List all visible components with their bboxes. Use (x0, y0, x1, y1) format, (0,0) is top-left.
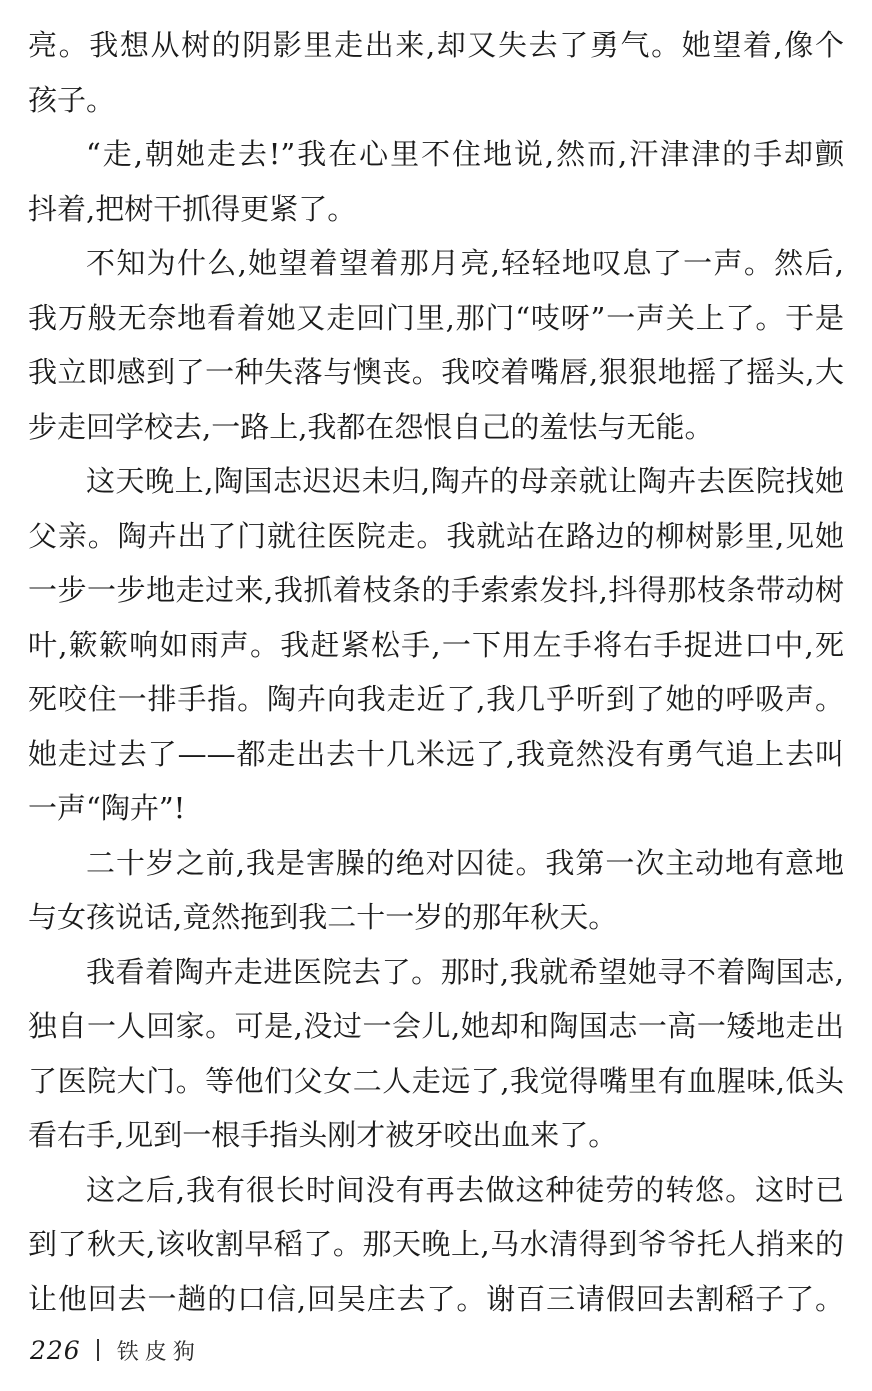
text-line: 我看着陶卉走进医院去了。那时,我就希望她寻不着陶国志, (86, 954, 844, 989)
text-line: 这之后,我有很长时间没有再去做这种徒劳的转悠。这时已 (86, 1172, 844, 1207)
text-line: 父亲。陶卉出了门就往医院走。我就站在路边的柳树影里,见她 (28, 518, 844, 553)
text-line: 二十岁之前,我是害臊的绝对囚徒。我第一次主动地有意地 (86, 845, 844, 880)
body-text (28, 18, 844, 1326)
running-book-title: 铁皮狗 (116, 1339, 201, 1365)
text-line: 到了秋天,该收割早稻了。那天晚上,马水清得到爷爷托人捎来的 (28, 1227, 844, 1261)
text-line: 让他回去一趟的口信,回吴庄去了。谢百三请假回去割稻子了。 (28, 1281, 844, 1316)
page-footer (30, 1330, 201, 1370)
text-line: 了医院大门。等他们父女二人走远了,我觉得嘴里有血腥味,低头 (28, 1063, 844, 1098)
text-line: 步走回学校去,一路上,我都在怨恨自己的羞怯与无能。 (28, 409, 714, 444)
page-number: 226 (30, 1335, 81, 1365)
text-line: 一步一步地走过来,我抓着枝条的手索索发抖,抖得那枝条带动树 (28, 573, 844, 607)
text-line: 与女孩说话,竟然拖到我二十一岁的那年秋天。 (28, 900, 618, 934)
text-line: 孩子。 (28, 82, 116, 117)
text-line: 抖着,把树干抓得更紧了。 (28, 191, 357, 226)
text-line: 她走过去了——都走出去十几米远了,我竟然没有勇气追上去叫 (28, 736, 844, 771)
text-line: 我万般无奈地看着她又走回门里,那门“吱呀”一声关上了。于是 (28, 300, 844, 335)
text-line: 看右手,见到一根手指头刚才被牙咬出血来了。 (28, 1118, 618, 1152)
text-line: 我立即感到了一种失落与懊丧。我咬着嘴唇,狠狠地摇了摇头,大 (28, 355, 844, 389)
text-line: 亮。我想从树的阴影里走出来,却又失去了勇气。她望着,像个 (28, 28, 844, 62)
text-line: 这天晚上,陶国志迟迟未归,陶卉的母亲就让陶卉去医院找她 (86, 464, 844, 498)
text-line: 死咬住一排手指。陶卉向我走近了,我几乎听到了她的呼吸声。 (28, 682, 844, 716)
text-line: 不知为什么,她望着望着那月亮,轻轻地叹息了一声。然后, (86, 246, 844, 280)
text-line: “走,朝她走去!”我在心里不住地说,然而,汗津津的手却颤 (86, 137, 844, 171)
text-line: 独自一人回家。可是,没过一会儿,她却和陶国志一高一矮地走出 (28, 1009, 844, 1043)
text-line: 叶,簌簌响如雨声。我赶紧松手,一下用左手将右手捉进口中,死 (28, 627, 844, 662)
footer-divider (97, 1339, 99, 1361)
text-line: 一声“陶卉”! (28, 791, 186, 825)
